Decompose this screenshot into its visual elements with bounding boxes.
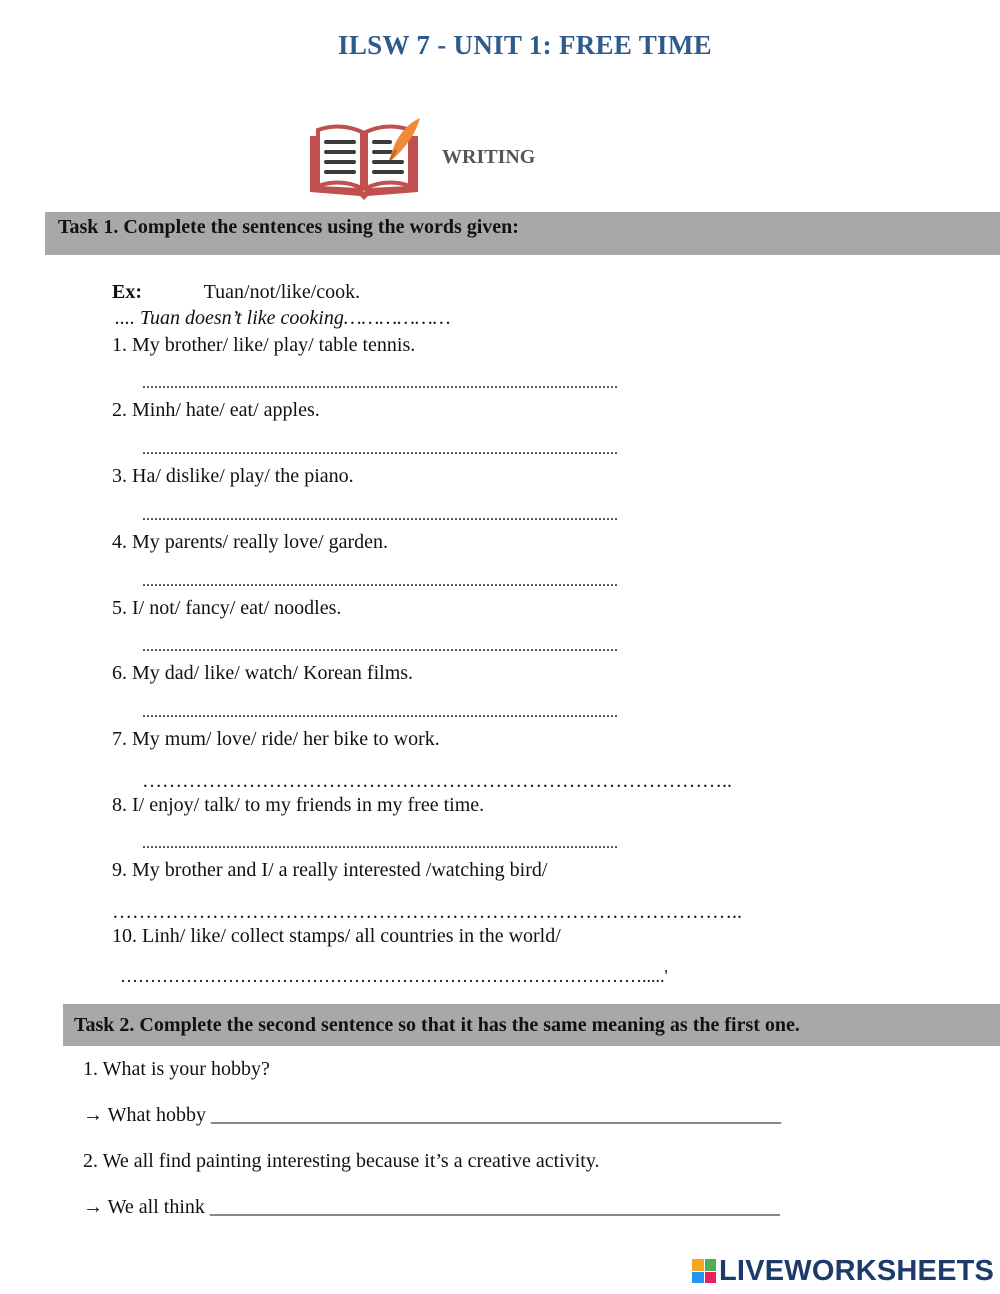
example-label: Ex: [112, 281, 142, 303]
task1-item-6-prompt: 6. My dad/ like/ watch/ Korean films. [112, 662, 414, 684]
task1-item-4-blank[interactable]: ....................................................................................................................... [142, 573, 618, 590]
open-book-with-quill-icon [306, 116, 422, 200]
liveworksheets-logo-text: LIVEWORKSHEETS [719, 1254, 995, 1287]
task2-item-2-prompt: 2. We all find painting interesting because it’s a creative activity. [83, 1150, 600, 1172]
task1-item-4-prompt: 4. My parents/ really love/ garden. [112, 531, 389, 553]
task1-item-3-blank[interactable]: ....................................................................................................................... [142, 507, 618, 524]
liveworksheets-logo[interactable] [692, 1254, 994, 1288]
task1-item-9-prompt: 9. My brother and I/ a really interested /watching bird/ [112, 859, 548, 881]
task2-heading: Task 2. Complete the second sentence so that it has the same meaning as the first one. [63, 1004, 1000, 1046]
task1-item-8-prompt: 8. I/ enjoy/ talk/ to my friends in my free time. [112, 794, 485, 816]
task1-item-2-prompt: 2. Minh/ hate/ eat/ apples. [112, 399, 320, 421]
example-prompt: Tuan/not/like/cook. [203, 281, 361, 303]
task1-item-7-prompt: 7. My mum/ love/ ride/ her bike to work. [112, 728, 440, 750]
task1-item-10-blank[interactable]: …………………………………………………………………………….....' [120, 966, 668, 986]
section-label-writing: WRITING [442, 146, 536, 168]
task2-item-1-answer-start: → What hobby [83, 1104, 206, 1126]
task1-item-6-blank[interactable]: ....................................................................................................................... [142, 704, 618, 721]
task2-item-1-answer-row [83, 1104, 781, 1127]
task1-item-2-blank[interactable]: ....................................................................................................................... [142, 441, 618, 458]
task1-item-1-prompt: 1. My brother/ like/ play/ table tennis. [112, 334, 416, 356]
task1-heading: Task 1. Complete the sentences using the words given: [45, 212, 1000, 255]
task1-item-3-prompt: 3. Ha/ dislike/ play/ the piano. [112, 465, 354, 487]
task2-item-2-answer-row [83, 1196, 780, 1219]
task1-item-7-blank[interactable]: …………………………………………………………………………….. [142, 770, 732, 792]
task1-item-5-prompt: 5. I/ not/ fancy/ eat/ noodles. [112, 597, 342, 619]
task1-item-1-blank[interactable]: ....................................................................................................................... [142, 375, 618, 392]
task1-item-9-blank[interactable]: ………………………………………………………………………………….. [112, 901, 742, 923]
task2-item-2-answer-start: → We all think [83, 1196, 205, 1218]
worksheet-title: ILSW 7 - UNIT 1: FREE TIME [338, 30, 712, 60]
task1-item-10-prompt: 10. Linh/ like/ collect stamps/ all countries in the world/ [112, 925, 561, 947]
example-answer: .... Tuan doesn’t like cooking……………… [115, 307, 451, 329]
liveworksheets-logo-icon [692, 1259, 716, 1283]
task1-item-8-blank[interactable]: ....................................................................................................................... [142, 835, 618, 852]
task2-item-1-prompt: 1. What is your hobby? [83, 1058, 270, 1080]
task2-item-2-blank[interactable]: _________________________________________________________ [209, 1196, 780, 1218]
task1-item-5-blank[interactable]: ....................................................................................................................... [142, 638, 618, 655]
example-row [112, 281, 360, 304]
task2-item-1-blank[interactable]: _________________________________________________________ [210, 1104, 781, 1126]
